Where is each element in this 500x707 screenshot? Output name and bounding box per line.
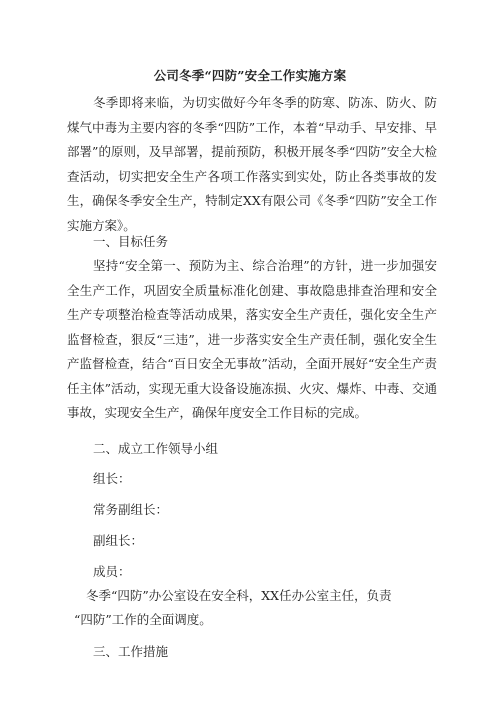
members-label: 成员： xyxy=(93,564,131,579)
section-1-heading: 一、目标任务 xyxy=(93,234,169,249)
executive-deputy-label: 常务副组长： xyxy=(93,502,169,517)
section-3-heading: 三、工作措施 xyxy=(93,644,169,659)
leader-label: 组长： xyxy=(93,471,131,486)
section-2-heading: 二、成立工作领导小组 xyxy=(93,441,219,456)
office-paragraph xyxy=(74,584,434,632)
intro-paragraph: 冬季即将来临，为切实做好今年冬季的防寒、防冻、防火、防煤气中毒为主要内容的冬季“四防”工作，本着“早动手、早安排、早部署”的原则，及早部署，提前预防，积极开展冬季“四防”安全大检查活动，切实把安全生产各项工作落实到实处，防止各类事故的发生，确保冬季安全生产，特制定XX有限公司《冬季“四防”安全工作实施方案》。 xyxy=(67,95,437,233)
section-1-body: 坚持“安全第一、预防为主、综合治理”的方针，进一步加强安全生产工作，巩固安全质量标准化创建、事故隐患排查治理和安全生产专项整治检查等活动成果，落实安全生产责任，强化安全生产监督检查，狠反“三违”，进一步落实安全生产责任制，强化安全生产监督检查，结合“百日安全无事故”活动，全面开展好“安全生产责任主体”活动，实现无重大设备设施冻损、火灾、爆炸、中毒、交通事故，实现安全生产，确保年度安全工作目标的完成。 xyxy=(67,258,437,420)
document-title: 公司冬季“四防”安全工作实施方案 xyxy=(153,68,347,83)
office-line-2: “四防”工作的全面调度。 xyxy=(74,612,212,627)
deputy-label: 副组长： xyxy=(93,533,144,548)
office-line-1: 冬季“四防”办公室设在安全科，XX任办公室主任，负责 xyxy=(86,588,392,603)
